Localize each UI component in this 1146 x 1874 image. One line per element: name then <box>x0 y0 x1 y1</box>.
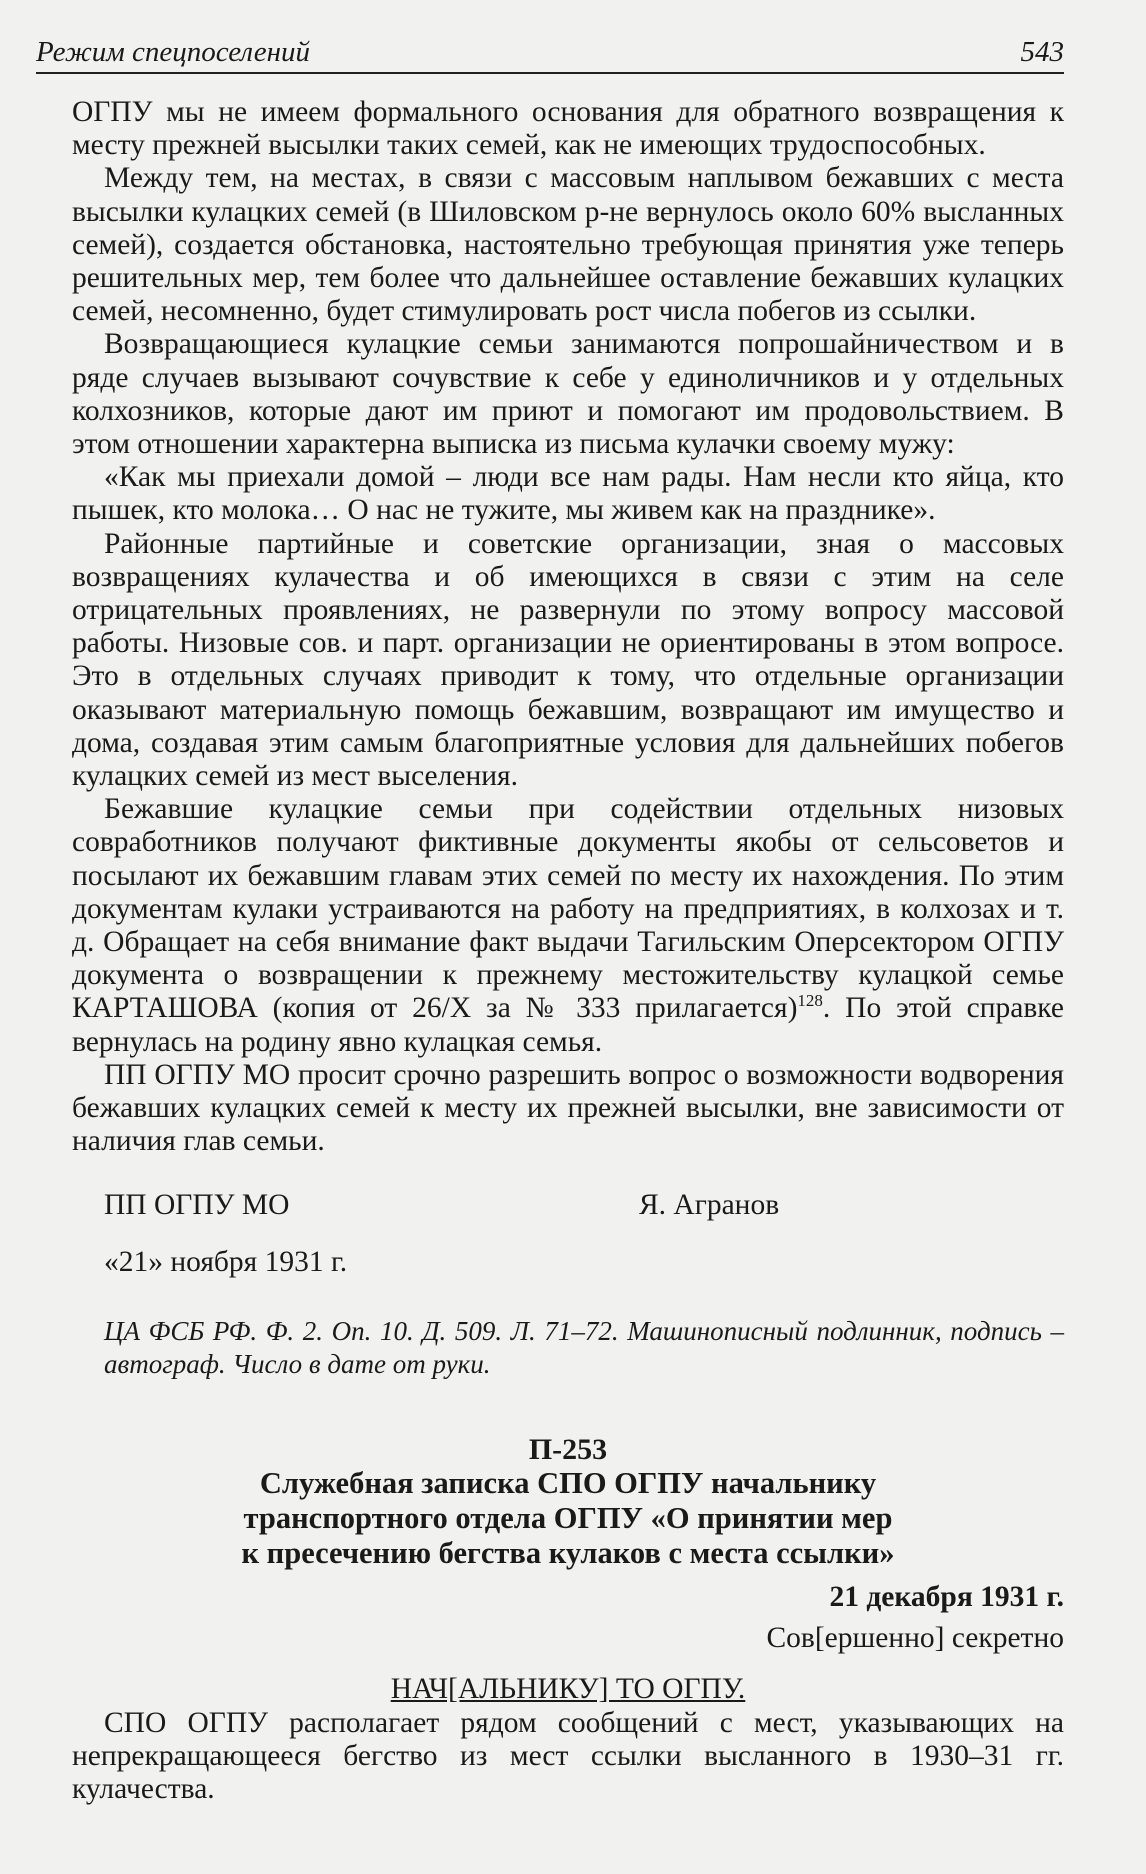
page-number: 543 <box>1020 36 1064 68</box>
paragraph-5: Районные партийные и советские организации, зная о массовых возвращениях кулачества и об имеющихся в связи с этим на селе отрицательных проявлениях, не развернули по этому вопросу массовой работы. Низовые сов. и парт. организации не ориентированы в этом вопросе. Это в отдельных случаях приводит к тому, что отдельные организации оказывают материальную помощь бежавшим, возвращают им имущество и дома, создавая этим самым благоприятные условия для дальнейших побегов кулацких семей из мест выселения. <box>72 527 1064 793</box>
paragraph-3: Возвращающиеся кулацкие семьи занимаются попрошайничеством и в ряде случаев вызывают сочувствие к себе у единоличников и у отдельных колхозников, которые дают им приют и помогают им продовольствием. В этом отношении характерна выписка из письма кулачки своему мужу: <box>72 328 1064 461</box>
running-title: Режим спецпоселений <box>36 36 311 68</box>
signature-date: «21» ноября 1931 г. <box>104 1245 348 1278</box>
paragraph-6-text: Бежавшие кулацкие семьи при содействии отдельных низовых совработников получают фиктивные документы якобы от сельсоветов и посылают их бежавшим главам этих семей по месту их нахождения. По этим документам кулаки устраиваются на работу на предприятиях, в колхозах и т. д. Обращает на себя внимание факт выдачи Тагильским Оперсектором ОГПУ документа о возвращении к прежнему местожительству кулацкой семье КАРТАШОВА (копия от 26/X за № 333 прилагается) <box>72 793 1064 1025</box>
classification-mark: Сов[ершенно] секретно <box>766 1622 1064 1655</box>
page-body <box>72 96 1064 1806</box>
footnote-ref: 128 <box>797 991 823 1011</box>
signature-name: Я. Агранов <box>639 1188 780 1221</box>
document-title-line-2: транспортного отдела ОГПУ «О принятии мер <box>243 1500 893 1535</box>
document-date: 21 декабря 1931 г. <box>829 1580 1064 1613</box>
addressee-text: НАЧ[АЛЬНИКУ] ТО ОГПУ. <box>390 1673 746 1706</box>
letter-quote: «Как мы приехали домой – люди все нам рады. Нам несли кто яйца, кто пышек, кто молока… О нас не тужите, мы живем как на празднике». <box>72 461 1064 527</box>
archive-reference: ЦА ФСБ РФ. Ф. 2. Оп. 10. Д. 509. Л. 71–72. Машинописный подлинник, подпись – автограф. Число в дате от руки. <box>104 1315 1064 1379</box>
signature-org: ПП ОГПУ МО <box>104 1188 290 1221</box>
document-number: П-253 <box>528 1432 608 1466</box>
document-title <box>72 1466 1064 1571</box>
paragraph-1: ОГПУ мы не имеем формального основания для обратного возвращения к месту прежней высылки таких семей, как не имеющих трудоспособных. <box>72 96 1064 162</box>
addressee <box>72 1673 1064 1706</box>
paragraph-7: ПП ОГПУ МО просит срочно разрешить вопрос о возможности водворения бежавших кулацких семей к месту их прежней высылки, вне зависимости от наличия глав семьи. <box>72 1058 1064 1158</box>
paragraph-2: Между тем, на местах, в связи с массовым наплывом бежавших с места высылки кулацких семей (в Шиловском р-не вернулось около 60% высланных семей), создается обстановка, настоятельно требующая принятия уже теперь решительных мер, тем более что дальнейшее оставление бежавших кулацких семей, несомненно, будет стимулировать рост числа побегов из ссылки. <box>72 162 1064 328</box>
document-title-line-3: к пресечению бегства кулаков с места ссылки» <box>241 1535 895 1570</box>
document-title-line-1: Служебная записка СПО ОГПУ начальнику <box>259 1465 877 1500</box>
signature-block <box>104 1189 1064 1222</box>
running-header <box>36 32 1064 74</box>
paragraph-6 <box>72 793 1064 1059</box>
document-first-paragraph: СПО ОГПУ располагает рядом сообщений с мест, указывающих на непрекращающееся бегство из мест ссылки высланного в 1930–31 гг. кулачества. <box>72 1706 1064 1805</box>
paragraph-6-end: . По этой справке вернулась на родину явно кулацкая семья. <box>72 992 1064 1058</box>
